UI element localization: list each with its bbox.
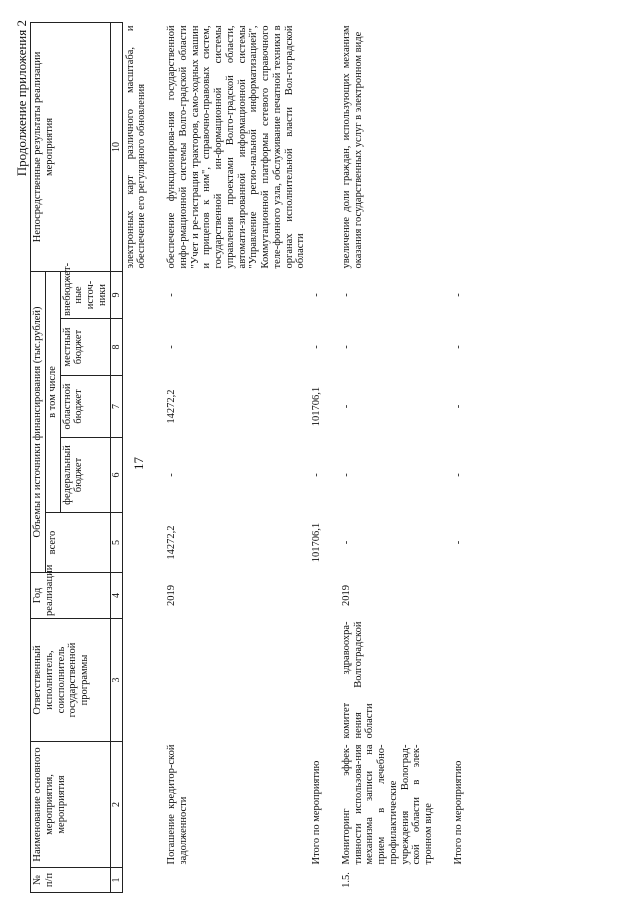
executor <box>309 619 325 742</box>
header-offbudget: внебюджет-ные источ-ники <box>60 271 110 318</box>
column-number: 8 <box>110 319 122 376</box>
local-amount: - <box>340 345 352 349</box>
executor: комитет здравоохра-нения Волгоградской области <box>340 621 376 739</box>
offbudget-amount: - <box>166 293 178 297</box>
regional-amount: - <box>452 404 464 409</box>
offbudget-amount: - <box>452 293 464 297</box>
header-including: в том числе <box>45 271 60 512</box>
header-total: всего <box>45 513 110 573</box>
header-regional: областной бюджет <box>60 376 110 438</box>
header-financing-group: Объемы и источники финансирования (тыс.рублей) <box>31 271 46 572</box>
executor <box>164 619 309 742</box>
total-amount: - <box>340 540 352 545</box>
table-row <box>164 22 309 892</box>
offbudget-amount: - <box>311 293 323 297</box>
header-federal: федеральный бюджет <box>60 438 110 513</box>
result-text <box>451 22 467 271</box>
result-text: обеспечение функционирова-ния государственной инфо-рмационной системы Волго-градской области "Учет и ре-гистрация тракторов, само-ходных машин и прицепов к ним", справочно-правовых систем, государственной ин-формационной системы управления проектами Волго-градской области, автомати-зированной информационной системы "Управление регио-нальной информатизацией", Коммутационной платформы сетевого справочного теле-фонного узла, обслуживание печатной техники в органах исполнительной власти Вол-гоградской области <box>166 25 307 269</box>
row-number <box>164 868 309 893</box>
page-number: 17 <box>131 457 146 470</box>
table-row <box>451 22 467 892</box>
federal-amount: - <box>166 473 178 477</box>
column-number: 10 <box>110 22 122 271</box>
year <box>451 573 467 619</box>
column-number: 3 <box>110 619 122 742</box>
header-local: местный бюджет <box>60 319 110 376</box>
year: 2019 <box>340 585 352 606</box>
regional-amount: 101706,1 <box>311 386 323 427</box>
appendix-label: Продолжение приложения 2 <box>14 20 29 177</box>
header-activity-name: Наименование основного мероприятия, мероприятия <box>31 742 111 868</box>
local-amount: - <box>166 345 178 349</box>
total-amount: 101706,1 <box>311 522 323 563</box>
result-text: увеличение доли граждан, использующих механизм оказания государственных услуг в электронном виде <box>340 25 364 269</box>
year: 2019 <box>166 585 178 606</box>
federal-amount: - <box>311 473 323 477</box>
column-number: 1 <box>110 868 122 893</box>
regional-amount: 14272,2 <box>166 389 178 424</box>
table-row <box>339 22 437 892</box>
carryover-result: электронных карт различного масштаба, и обеспечение его регулярного обновления <box>124 25 148 269</box>
carryover-row <box>122 22 150 892</box>
total-amount: 14272,2 <box>166 525 178 560</box>
row-number <box>451 868 467 893</box>
federal-amount: - <box>452 473 464 477</box>
column-number: 9 <box>110 271 122 318</box>
column-number: 7 <box>110 376 122 438</box>
row-number: 1.5. <box>340 872 352 888</box>
executor <box>451 619 467 742</box>
column-number: 2 <box>110 742 122 868</box>
local-amount: - <box>311 345 323 349</box>
activity-name: Итого по мероприятию <box>452 760 464 865</box>
table-row <box>309 22 325 892</box>
header-results: Непосредственные результаты реализации мероприятия <box>31 22 111 271</box>
offbudget-amount: - <box>340 293 352 297</box>
column-number: 5 <box>110 513 122 573</box>
regional-amount: - <box>340 404 352 409</box>
column-number: 4 <box>110 573 122 619</box>
column-number-row <box>110 22 122 892</box>
row-number <box>309 868 325 893</box>
header-number: № п/п <box>31 868 111 893</box>
total-amount: - <box>452 540 464 545</box>
federal-amount: - <box>340 473 352 477</box>
column-number: 6 <box>110 438 122 513</box>
header-executor: Ответственный исполнитель, соисполнитель государственной программы <box>31 619 111 742</box>
result-text <box>309 22 325 271</box>
financing-table <box>30 22 467 893</box>
year <box>309 573 325 619</box>
activity-name: Погашение кредитор-ской задолженности <box>166 744 189 865</box>
local-amount: - <box>452 345 464 349</box>
activity-name: Итого по мероприятию <box>311 760 323 865</box>
activity-name: Мониторинг эффек-тивности использова-ния механизма записи на прием в лечебно-профилактические учреждения Волоград-ской области в элек-тронном виде <box>340 744 435 865</box>
header-year: Год реализации <box>31 573 111 619</box>
